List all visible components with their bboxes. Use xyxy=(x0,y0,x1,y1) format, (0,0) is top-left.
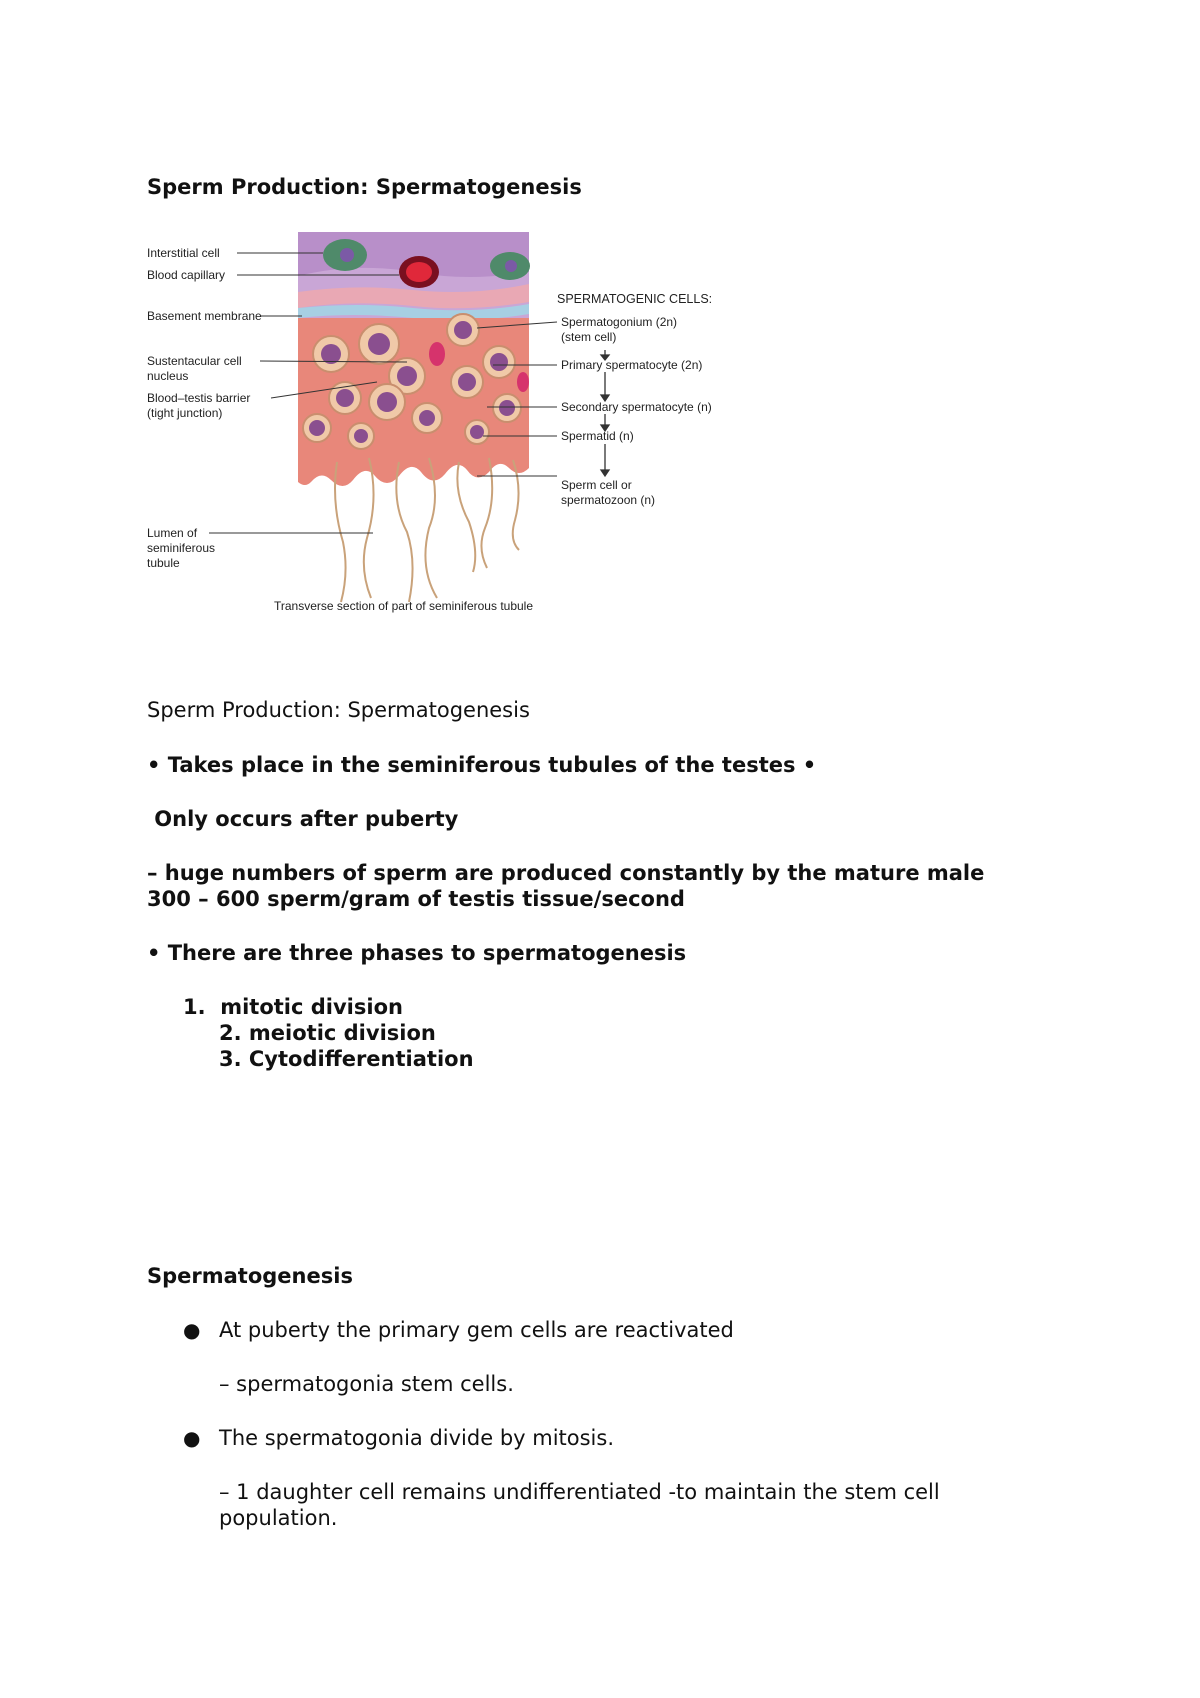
label-seminiferous: seminiferous xyxy=(147,541,216,555)
text-line-puberty: Only occurs after puberty xyxy=(147,807,459,831)
label-spermatozoon: spermatozoon (n) xyxy=(561,493,656,507)
spermatogenesis-figure xyxy=(147,222,747,622)
label-spermatogenic-cells-title: SPERMATOGENIC CELLS: xyxy=(557,292,713,306)
section-heading-1: Sperm Production: Spermatogenesis xyxy=(147,175,582,199)
text-line-huge-numbers: – huge numbers of sperm are produced constantly by the mature male xyxy=(147,861,985,885)
label-sustentacular-cell: Sustentacular cell xyxy=(147,354,242,368)
section-heading-2: Sperm Production: Spermatogenesis xyxy=(147,698,530,722)
list-item-cytodifferentiation: 3. Cytodifferentiation xyxy=(219,1047,474,1071)
label-blood-capillary: Blood capillary xyxy=(147,268,226,282)
section-heading-3: Spermatogenesis xyxy=(147,1264,353,1288)
sub-text-daughter-cell: – 1 daughter cell remains undifferentiated -to maintain the stem cell xyxy=(219,1480,940,1504)
text-line-rate: 300 – 600 sperm/gram of testis tissue/second xyxy=(147,887,685,911)
label-secondary-spermatocyte: Secondary spermatocyte (n) xyxy=(561,400,712,414)
label-stem-cell: (stem cell) xyxy=(561,330,617,344)
text-line-three-phases: • There are three phases to spermatogenesis xyxy=(147,941,687,965)
bullet-icon: ● xyxy=(183,1318,201,1342)
label-primary-spermatocyte: Primary spermatocyte (2n) xyxy=(561,358,703,372)
label-spermatogonium: Spermatogonium (2n) xyxy=(561,315,678,329)
bullet-icon: ● xyxy=(183,1426,201,1450)
label-interstitial-cell: Interstitial cell xyxy=(147,246,220,260)
sub-text-population: population. xyxy=(219,1506,338,1530)
figure-caption: Transverse section of part of seminiferous tubule xyxy=(274,599,534,613)
label-spermatid: Spermatid (n) xyxy=(561,429,634,443)
label-tight-junction: (tight junction) xyxy=(147,406,223,420)
list-item-meiotic: 2. meiotic division xyxy=(219,1021,436,1045)
label-blood-testis-barrier: Blood–testis barrier xyxy=(147,391,251,405)
bullet-text-reactivated: At puberty the primary gem cells are reactivated xyxy=(219,1318,734,1342)
label-basement-membrane: Basement membrane xyxy=(147,309,262,323)
tissue-illustration xyxy=(298,232,530,602)
list-item-mitotic: 1. mitotic division xyxy=(183,995,403,1019)
label-lumen-of: Lumen of xyxy=(147,526,198,540)
sub-text-stem-cells: – spermatogonia stem cells. xyxy=(219,1372,514,1396)
label-sperm-cell: Sperm cell or xyxy=(561,478,632,492)
label-sustentacular-nucleus: nucleus xyxy=(147,369,189,383)
bullet-text-mitosis: The spermatogonia divide by mitosis. xyxy=(219,1426,615,1450)
text-line-tubules: • Takes place in the seminiferous tubules of the testes • xyxy=(147,753,817,777)
label-tubule: tubule xyxy=(147,556,180,570)
